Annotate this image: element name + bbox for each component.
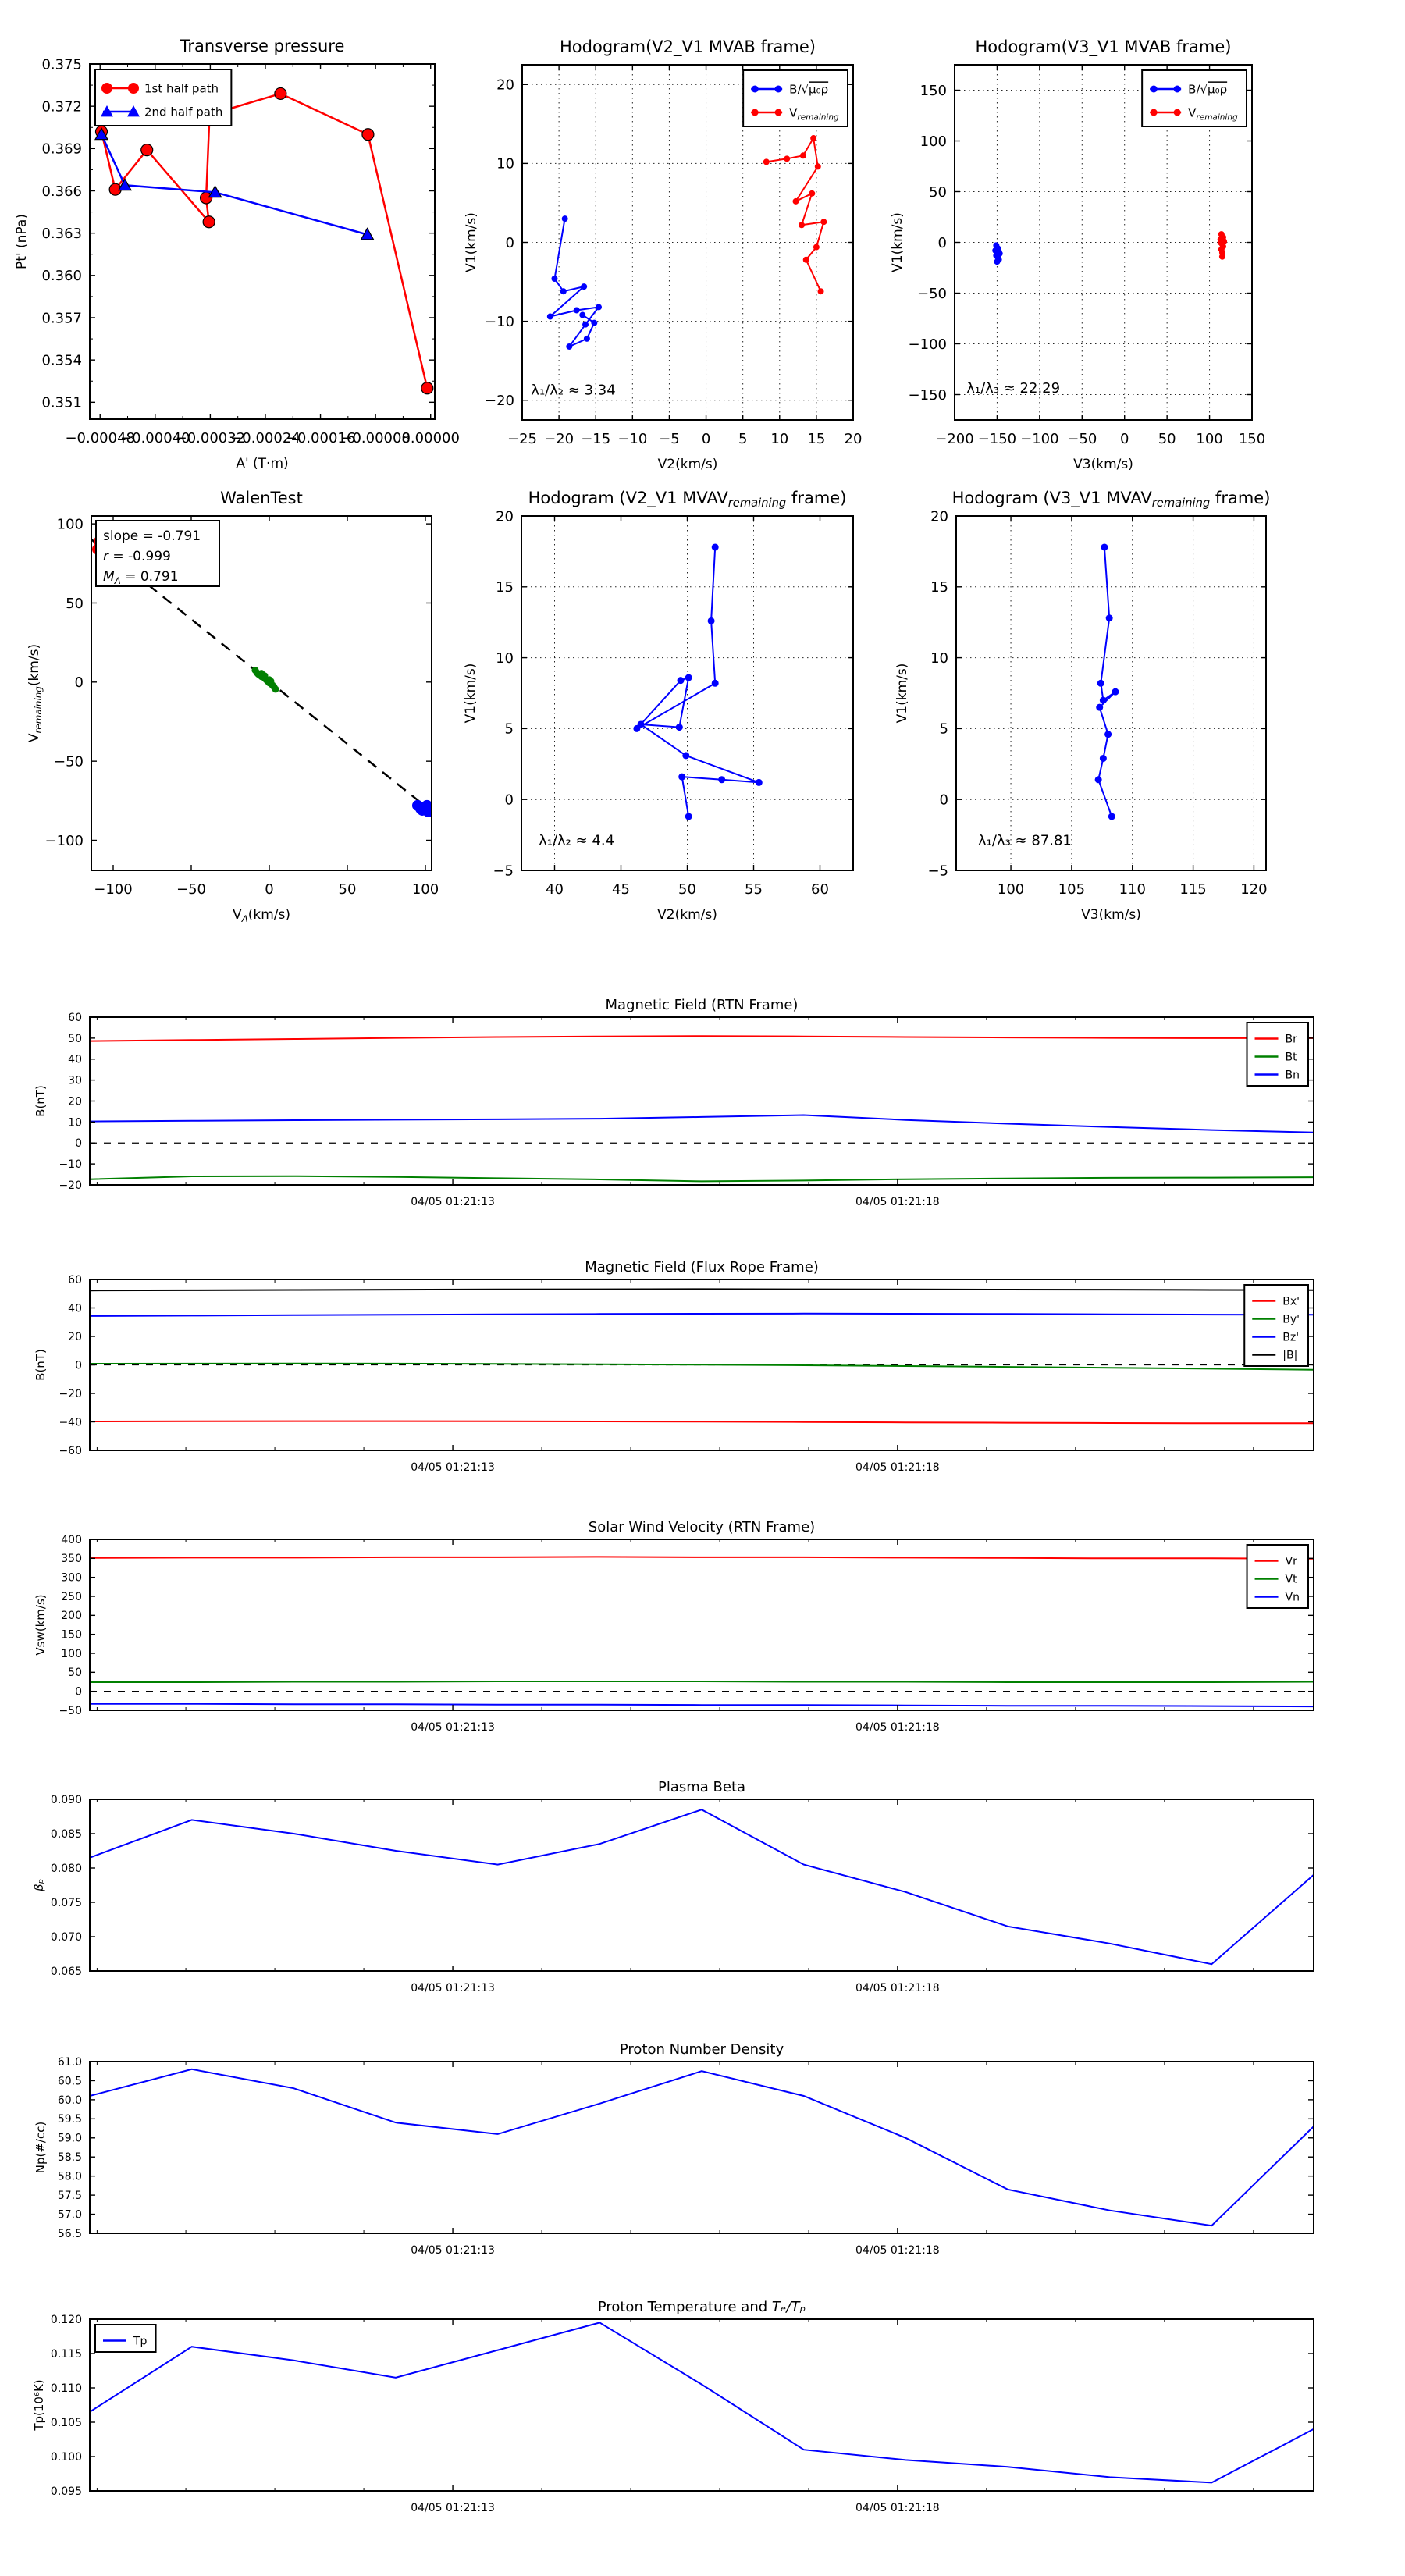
plot-title: Transverse pressure	[180, 37, 345, 55]
y-axis-label: B(nT)	[34, 1085, 48, 1117]
plot-title: Hodogram(V2_V1 MVAB frame)	[560, 37, 816, 56]
x-tick-label: 0.00000	[401, 430, 460, 447]
info-box-line: $M_A = 0.791$	[103, 569, 179, 586]
legend-label: By'	[1282, 1313, 1300, 1326]
axes-frame	[90, 1799, 1314, 1971]
y-tick-label: 60.5	[57, 2075, 82, 2088]
time-tick-label: 04/05 01:21:13	[411, 2502, 495, 2514]
axes-frame	[90, 2319, 1314, 2491]
y-tick-label: 50	[929, 183, 947, 201]
plot-hodogram_v3v1_mvab	[890, 37, 1265, 472]
y-tick-label: −40	[59, 1416, 82, 1429]
y-tick-label: −20	[59, 1179, 82, 1192]
x-tick-label: 50	[338, 881, 357, 898]
plot-b_fluxrope	[34, 1259, 1314, 1474]
y-tick-label: 10	[496, 649, 514, 667]
x-tick-label: −20	[544, 431, 574, 447]
x-tick-label: −100	[1020, 431, 1059, 447]
y-tick-label: 0.100	[50, 2450, 82, 2464]
y-tick-label: 0	[505, 234, 514, 251]
legend-label: $V_{remaining}$	[1188, 105, 1238, 123]
y-tick-label: 15	[496, 579, 514, 596]
legend	[1244, 1285, 1308, 1366]
x-tick-label: −50	[176, 881, 206, 898]
y-tick-label: 0	[75, 1685, 82, 1699]
legend	[95, 69, 231, 126]
legend	[95, 2325, 156, 2352]
x-tick-label: 15	[807, 431, 826, 447]
series-group	[992, 231, 1227, 265]
plot-vsw_rtn	[34, 1519, 1314, 1734]
y-tick-label: 10	[68, 1116, 82, 1130]
plot-plasma_beta	[32, 1779, 1314, 1994]
x-tick-label: 0	[265, 881, 274, 898]
annotation: λ₁/λ₃ ≈ 22.29	[966, 379, 1061, 397]
x-tick-label: 150	[1238, 431, 1266, 447]
plot-title: WalenTest	[220, 489, 303, 507]
legend	[1142, 70, 1247, 126]
y-tick-label: 0.090	[50, 1793, 82, 1806]
y-tick-label: 61.0	[57, 2055, 82, 2069]
y-axis-label: V1(km/s)	[464, 212, 479, 272]
y-tick-label: 10	[496, 155, 514, 173]
x-axis-label: V3(km/s)	[1073, 457, 1133, 472]
y-tick-label: 59.0	[57, 2132, 82, 2145]
y-tick-label: −100	[44, 832, 84, 849]
plot-hodogram_v2v1_mvab	[464, 37, 862, 472]
legend	[1247, 1023, 1308, 1086]
x-tick-label: 0	[1119, 431, 1129, 447]
y-tick-label: 58.0	[57, 2170, 82, 2183]
info-box-line: slope = -0.791	[103, 528, 201, 544]
series-group	[90, 1289, 1314, 1423]
y-tick-label: 0.065	[50, 1965, 82, 1978]
y-axis-label: Pt' (nPa)	[14, 214, 30, 269]
y-tick-label: 100	[919, 133, 947, 150]
y-tick-label: 0	[504, 792, 514, 809]
y-tick-label: 0.363	[41, 225, 82, 242]
y-tick-label: 40	[68, 1053, 82, 1066]
series-group	[90, 2069, 1314, 2226]
y-tick-label: −5	[927, 863, 948, 880]
legend-label: Bx'	[1282, 1295, 1300, 1308]
y-axis-label: B(nT)	[34, 1349, 48, 1381]
plot-walen_test	[27, 489, 439, 924]
time-tick-label: 04/05 01:21:18	[855, 1721, 940, 1734]
x-tick-label: 20	[844, 431, 863, 447]
x-tick-label: 60	[811, 881, 829, 898]
axes-frame	[90, 1017, 1314, 1185]
y-tick-label: 0.360	[41, 268, 82, 285]
axes-frame	[90, 1539, 1314, 1710]
x-tick-label: −15	[581, 431, 611, 447]
x-tick-label: 100	[411, 881, 439, 898]
series-Bn	[90, 1115, 1314, 1133]
series-group	[90, 2322, 1314, 2482]
y-tick-label: 59.5	[57, 2113, 82, 2126]
x-tick-label: −50	[1067, 431, 1097, 447]
y-tick-label: 0	[75, 1137, 82, 1151]
series-group	[90, 1809, 1314, 1964]
y-tick-label: 0.080	[50, 1862, 82, 1875]
y-tick-label: 20	[496, 76, 514, 94]
plot-hodogram_v2v1_mvav	[463, 489, 853, 923]
series-beta	[90, 1809, 1314, 1964]
time-tick-label: 04/05 01:21:18	[855, 1461, 940, 1474]
x-tick-label: 40	[546, 881, 564, 898]
plot-title: Proton Number Density	[619, 2041, 784, 2058]
series-Vr	[90, 1557, 1314, 1558]
y-tick-label: 5	[939, 720, 948, 738]
y-tick-label: 0.095	[50, 2485, 82, 2498]
time-tick-label: 04/05 01:21:13	[411, 1196, 495, 1208]
annotation: λ₁/λ₃ ≈ 87.81	[978, 832, 1072, 849]
x-tick-label: −0.00008	[340, 430, 411, 447]
y-axis-label: V1(km/s)	[890, 212, 905, 272]
info-box-line: r = -0.999	[103, 549, 171, 564]
y-tick-label: 0.366	[41, 183, 82, 200]
series-Tp	[90, 2322, 1314, 2482]
y-tick-label: 50	[66, 595, 84, 612]
y-tick-label: 100	[61, 1647, 82, 1660]
y-tick-label: 10	[930, 649, 948, 667]
legend-label: Tp	[133, 2335, 148, 2348]
series-group	[633, 543, 762, 820]
x-tick-label: −10	[617, 431, 648, 447]
y-tick-label: 50	[68, 1667, 82, 1680]
y-tick-label: 300	[61, 1571, 82, 1585]
y-tick-label: 0.369	[41, 141, 82, 158]
y-tick-label: 0.085	[50, 1827, 82, 1841]
y-tick-label: 60	[68, 1273, 82, 1286]
x-tick-label: −0.00048	[65, 430, 135, 447]
time-tick-label: 04/05 01:21:13	[411, 2244, 495, 2257]
plot-proton_density	[34, 2041, 1314, 2257]
legend-label: $V_{remaining}$	[789, 105, 839, 123]
plot-proton_temp	[32, 2299, 1314, 2514]
series-group	[95, 87, 433, 393]
plot-b_rtn	[34, 997, 1314, 1208]
y-tick-label: 60	[68, 1011, 82, 1024]
series-Vn	[90, 1704, 1314, 1706]
time-tick-label: 04/05 01:21:13	[411, 1982, 495, 1994]
plot-transverse_pressure	[14, 37, 460, 471]
plot-title: Solar Wind Velocity (RTN Frame)	[588, 1519, 816, 1535]
x-axis-label: V2(km/s)	[657, 457, 718, 472]
y-tick-label: 100	[56, 516, 84, 533]
x-axis-label: V2(km/s)	[657, 907, 717, 923]
y-tick-label: −10	[59, 1158, 82, 1172]
x-tick-label: 10	[770, 431, 789, 447]
series-Bz-prime	[90, 1314, 1314, 1316]
y-tick-label: 60.0	[57, 2094, 82, 2107]
y-tick-label: −100	[908, 336, 947, 353]
y-tick-label: −20	[59, 1387, 82, 1400]
y-tick-label: 0.351	[41, 394, 82, 411]
time-tick-label: 04/05 01:21:13	[411, 1721, 495, 1734]
y-tick-label: 50	[68, 1032, 82, 1045]
legend-label: Bt	[1285, 1051, 1297, 1064]
legend-label: B/√μ₀ρ	[1188, 82, 1228, 97]
time-tick-label: 04/05 01:21:13	[411, 1461, 495, 1474]
plot-title: Proton Temperature and Tₑ/Tₚ	[597, 2299, 806, 2315]
legend-label: 2nd half path	[144, 105, 223, 119]
series-group	[1095, 543, 1119, 820]
legend	[1247, 1545, 1308, 1608]
y-tick-label: 0.110	[50, 2382, 82, 2395]
y-tick-label: 20	[68, 1330, 82, 1343]
axes-frame	[90, 2062, 1314, 2233]
y-tick-label: 0	[75, 1359, 82, 1372]
x-tick-label: −25	[507, 431, 537, 447]
plot-hodogram_v3v1_mvav	[895, 489, 1270, 923]
series-Bx-prime	[90, 1421, 1314, 1424]
x-axis-label: $V_A(km/s)$	[232, 907, 291, 924]
legend-label: Vr	[1285, 1555, 1297, 1568]
y-tick-label: 0.357	[41, 310, 82, 327]
x-axis-label: V3(km/s)	[1081, 907, 1141, 923]
y-tick-label: 57.5	[57, 2190, 82, 2203]
y-axis-label: Np(#/cc)	[34, 2121, 48, 2174]
x-tick-label: 100	[997, 881, 1025, 898]
y-tick-label: 0.120	[50, 2313, 82, 2326]
plot-title: Plasma Beta	[657, 1779, 746, 1795]
y-tick-label: 0.115	[50, 2347, 82, 2361]
y-tick-label: 0.375	[41, 56, 82, 73]
x-tick-label: 0	[701, 431, 711, 447]
x-tick-label: 105	[1058, 881, 1086, 898]
series-V-hodogram	[637, 547, 759, 817]
x-tick-label: 115	[1179, 881, 1207, 898]
x-tick-label: −100	[94, 881, 133, 898]
y-tick-label: 0.075	[50, 1896, 82, 1909]
y-axis-label: Tp(10⁶K)	[32, 2379, 46, 2431]
y-tick-label: −5	[493, 863, 514, 880]
y-tick-label: 150	[61, 1628, 82, 1642]
x-tick-label: −0.00024	[230, 430, 301, 447]
x-tick-label: 55	[745, 881, 763, 898]
y-tick-label: −150	[908, 386, 947, 404]
x-tick-label: 45	[612, 881, 630, 898]
x-tick-label: 110	[1119, 881, 1146, 898]
x-tick-label: 50	[1158, 431, 1176, 447]
legend-label: |B|	[1282, 1349, 1298, 1362]
series-group	[90, 1033, 1314, 1181]
y-axis-label: Vsw(km/s)	[34, 1594, 48, 1656]
y-tick-label: −10	[485, 313, 514, 330]
y-tick-label: −50	[917, 285, 947, 302]
series-Vt	[90, 1681, 1314, 1682]
series-Np	[90, 2069, 1314, 2226]
legend-label: Bn	[1285, 1069, 1300, 1082]
y-tick-label: 250	[61, 1590, 82, 1603]
y-tick-label: 0.105	[50, 2416, 82, 2429]
x-tick-label: 100	[1196, 431, 1223, 447]
y-tick-label: 20	[496, 508, 514, 525]
legend-label: Bz'	[1282, 1331, 1300, 1344]
time-tick-label: 04/05 01:21:18	[855, 2244, 940, 2257]
annotation: λ₁/λ₂ ≈ 4.4	[539, 832, 615, 849]
x-tick-label: 50	[678, 881, 696, 898]
y-tick-label: 350	[61, 1553, 82, 1566]
x-tick-label: −0.00032	[175, 430, 246, 447]
y-tick-label: 56.5	[57, 2227, 82, 2240]
time-tick-label: 04/05 01:21:18	[855, 2502, 940, 2514]
y-tick-label: −60	[59, 1444, 82, 1457]
y-tick-label: −50	[59, 1704, 82, 1717]
series-B-magnitude	[90, 1289, 1314, 1290]
series-Br	[90, 1036, 1314, 1041]
x-axis-label: A' (T·m)	[236, 456, 289, 471]
legend-label: 1st half path	[144, 81, 219, 96]
x-tick-label: 5	[738, 431, 748, 447]
x-tick-label: −5	[659, 431, 680, 447]
plot-title: Magnetic Field (RTN Frame)	[605, 997, 799, 1013]
y-tick-label: 0	[74, 674, 84, 692]
y-tick-label: 58.5	[57, 2151, 82, 2165]
series-Bt	[90, 1176, 1314, 1182]
plot-title: Hodogram (V3_V1 MVAVremaining frame)	[951, 489, 1271, 510]
y-tick-label: 0	[939, 792, 948, 809]
y-tick-label: 0.372	[41, 98, 82, 116]
legend-label: Br	[1285, 1033, 1297, 1046]
legend-label: B/√μ₀ρ	[789, 82, 829, 97]
x-tick-label: −200	[935, 431, 974, 447]
x-tick-label: −0.00040	[120, 430, 190, 447]
series-group	[90, 1557, 1314, 1706]
legend-label: Vn	[1285, 1591, 1300, 1604]
y-tick-label: −20	[485, 393, 514, 410]
series-B-hodogram	[550, 219, 599, 347]
y-tick-label: 400	[61, 1533, 82, 1546]
annotation: λ₁/λ₂ ≈ 3.34	[531, 382, 616, 399]
y-tick-label: 0.354	[41, 352, 82, 369]
y-tick-label: −50	[54, 753, 84, 770]
x-tick-label: −150	[977, 431, 1017, 447]
y-tick-label: 20	[68, 1095, 82, 1108]
y-tick-label: 40	[68, 1302, 82, 1315]
y-tick-label: 150	[919, 82, 947, 99]
y-tick-label: 200	[61, 1610, 82, 1623]
plot-title: Hodogram(V3_V1 MVAB frame)	[975, 37, 1232, 56]
x-tick-label: −0.00016	[285, 430, 356, 447]
plot-title: Hodogram (V2_V1 MVAVremaining frame)	[528, 489, 847, 510]
y-tick-label: 57.0	[57, 2208, 82, 2222]
time-tick-label: 04/05 01:21:18	[855, 1982, 940, 1994]
y-axis-label: V1(km/s)	[463, 663, 478, 724]
y-tick-label: 15	[930, 579, 948, 596]
legend	[743, 70, 848, 126]
time-tick-label: 04/05 01:21:18	[855, 1196, 940, 1208]
x-tick-label: 120	[1240, 881, 1268, 898]
series-V-hodogram	[767, 138, 824, 291]
legend-label: Vt	[1285, 1573, 1297, 1586]
y-tick-label: 5	[504, 720, 514, 738]
y-axis-label: βₚ	[32, 1879, 46, 1891]
y-axis-label: V1(km/s)	[895, 663, 910, 724]
plot-title: Magnetic Field (Flux Rope Frame)	[585, 1259, 819, 1276]
y-tick-label: 0.070	[50, 1930, 82, 1944]
y-tick-label: 20	[930, 508, 948, 525]
series-1st-half-path	[101, 94, 427, 388]
y-tick-label: 0	[937, 234, 947, 251]
y-tick-label: 30	[68, 1074, 82, 1087]
y-axis-label: $V_{remaining}(km/s)$	[27, 643, 44, 743]
